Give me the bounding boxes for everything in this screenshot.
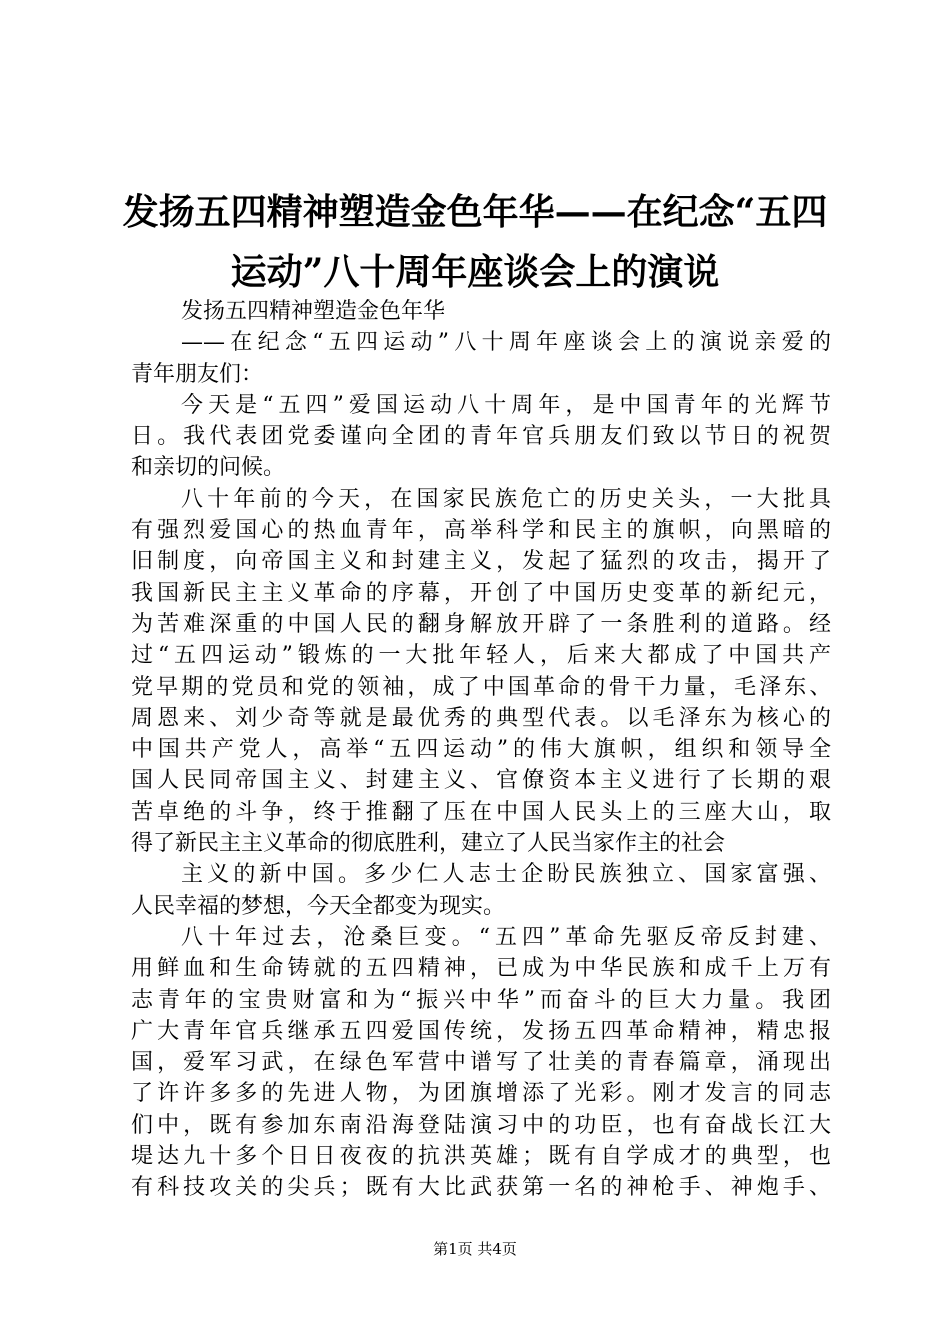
body-line: 八十年前的今天，在国家民族危亡的历史关头，一大批具: [181, 486, 831, 512]
page-footer: 第1页 共4页: [433, 1240, 517, 1258]
body-line: 苦卓绝的斗争，终于推翻了压在中国人民头上的三座大山，取: [131, 799, 831, 825]
body-line: 有强烈爱国心的热血青年，高举科学和民主的旗帜，向黑暗的: [131, 518, 831, 544]
body-line: 青年朋友们：: [131, 361, 264, 387]
document-body: [131, 296, 831, 1204]
body-line: 们中，既有参加东南沿海登陆演习中的功臣，也有奋战长江大: [131, 1112, 831, 1138]
body-line: 过“五四运动”锻炼的一大批年轻人，后来大都成了中国共产: [131, 643, 831, 669]
body-line: 和亲切的问候。: [131, 455, 286, 481]
body-line: 周恩来、刘少奇等就是最优秀的典型代表。以毛泽东为核心的: [131, 705, 831, 731]
body-line: 堤达九十多个日日夜夜的抗洪英雄；既有自学成才的典型，也: [131, 1144, 831, 1170]
body-line: 用鲜血和生命铸就的五四精神，已成为中华民族和成千上万有: [131, 956, 831, 982]
body-line: 得了新民主主义革命的彻底胜利，建立了人民当家作主的社会: [131, 831, 726, 857]
body-line: 有科技攻关的尖兵；既有大比武获第一名的神枪手、神炮手、: [131, 1175, 831, 1201]
body-line: 主义的新中国。多少仁人志士企盼民族独立、国家富强、: [181, 862, 831, 888]
body-line: 党早期的党员和党的领袖，成了中国革命的骨干力量，毛泽东、: [131, 674, 831, 700]
body-line: 人民幸福的梦想，今天全都变为现实。: [131, 893, 506, 919]
body-line: 国，爱军习武，在绿色军营中谱写了壮美的青春篇章，涌现出: [131, 1050, 831, 1076]
body-line: 中国共产党人，高举“五四运动”的伟大旗帜，组织和领导全: [131, 737, 831, 763]
body-line: 志青年的宝贵财富和为“振兴中华”而奋斗的巨大力量。我团: [131, 987, 831, 1013]
body-line: 今天是“五四”爱国运动八十周年，是中国青年的光辉节: [181, 392, 831, 418]
body-line: 国人民同帝国主义、封建主义、官僚资本主义进行了长期的艰: [131, 768, 831, 794]
body-line: 我国新民主主义革命的序幕，开创了中国历史变革的新纪元，: [131, 580, 831, 606]
body-line: 广大青年官兵继承五四爱国传统，发扬五四革命精神，精忠报: [131, 1018, 831, 1044]
body-line: 了许许多多的先进人物，为团旗增添了光彩。刚才发言的同志: [131, 1081, 831, 1107]
body-line: 旧制度，向帝国主义和封建主义，发起了猛烈的攻击，揭开了: [131, 549, 831, 575]
title-line: 发扬五四精神塑造金色年华——在纪念“五四: [122, 191, 828, 233]
body-line: 八十年过去，沧桑巨变。“五四”革命先驱反帝反封建、: [181, 924, 831, 950]
body-line: 发扬五四精神塑造金色年华: [181, 299, 446, 324]
document-title: [110, 182, 840, 302]
body-line: 为苦难深重的中国人民的翻身解放开辟了一条胜利的道路。经: [131, 611, 831, 637]
body-line: ——在纪念“五四运动”八十周年座谈会上的演说亲爱的: [181, 330, 831, 356]
body-line: 日。我代表团党委谨向全团的青年官兵朋友们致以节日的祝贺: [131, 424, 831, 450]
title-line: 运动”八十周年座谈会上的演说: [230, 251, 720, 293]
